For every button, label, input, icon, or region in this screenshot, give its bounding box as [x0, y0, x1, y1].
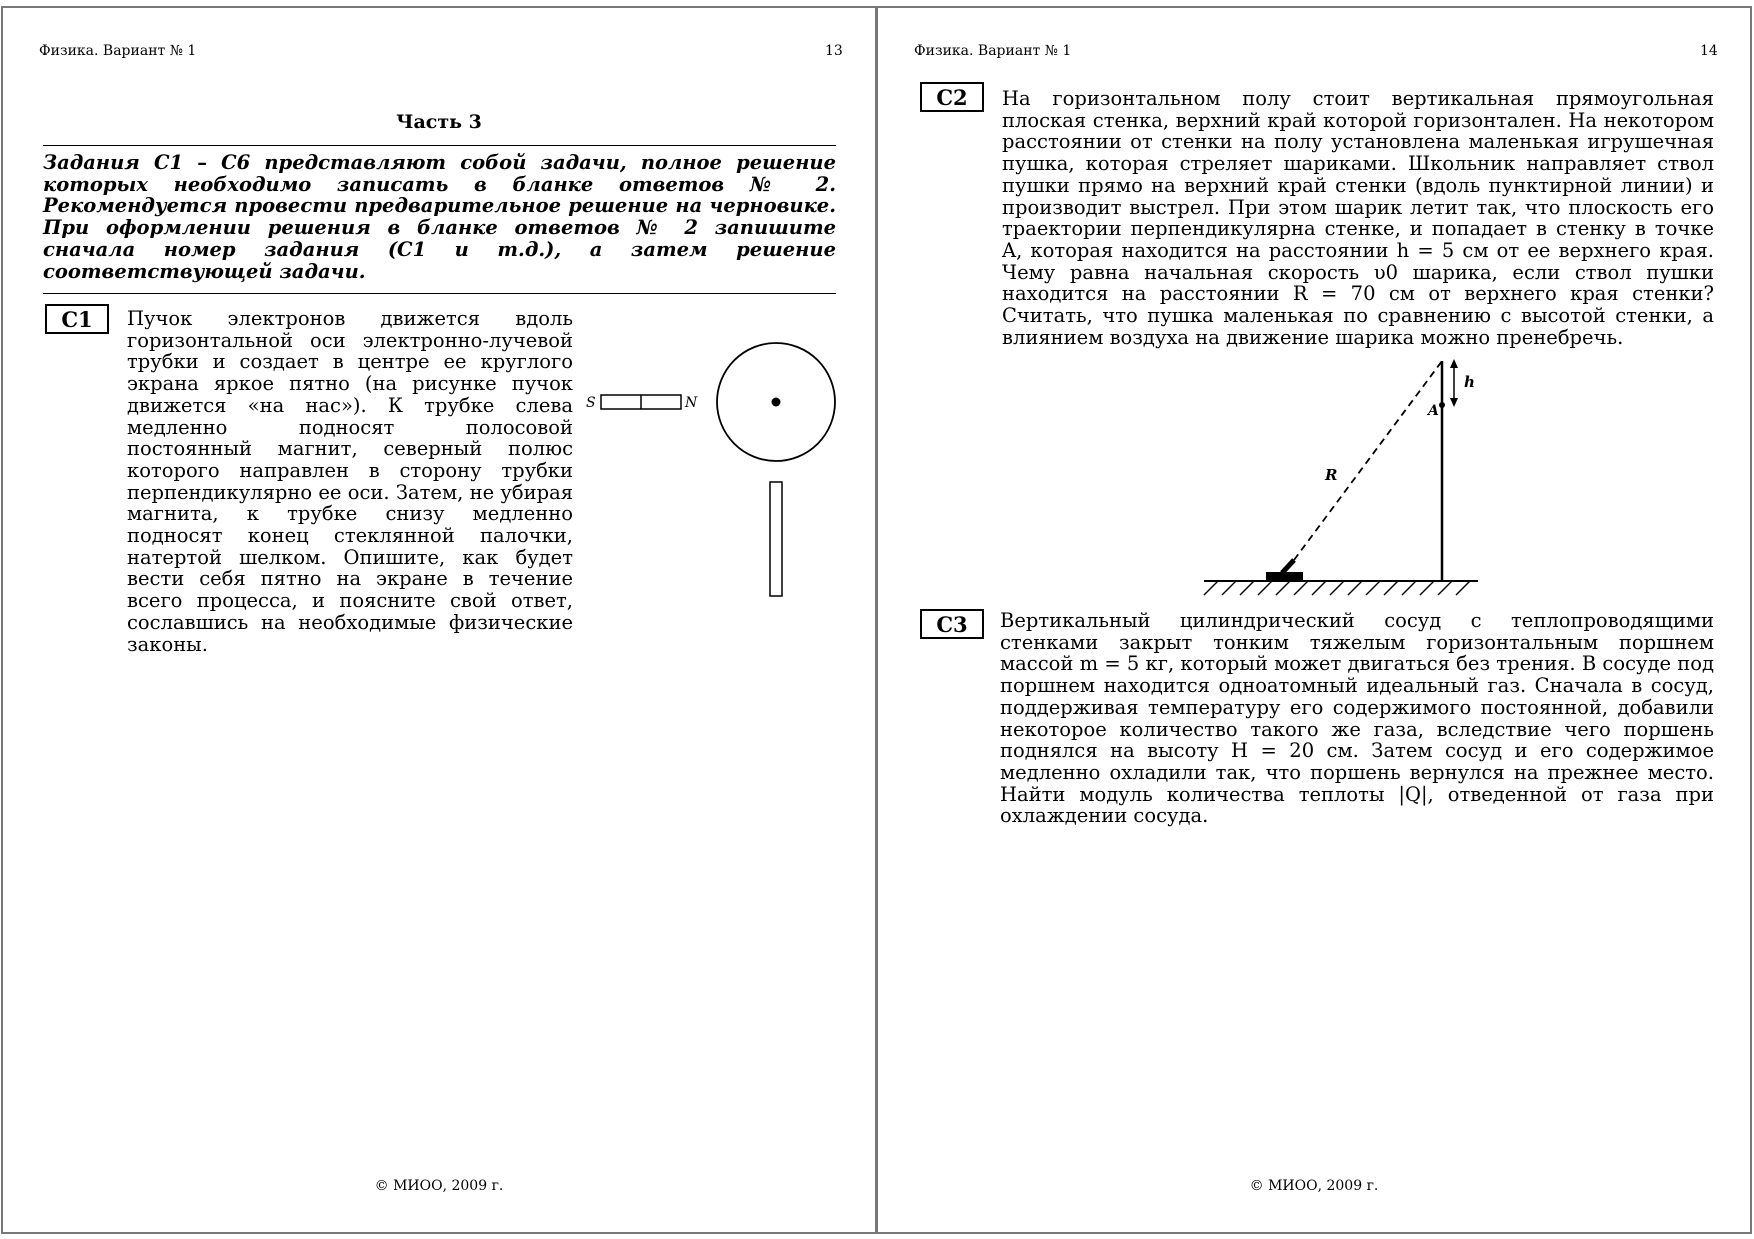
beam-spot	[772, 398, 781, 407]
footer: © МИОО, 2009 г.	[1249, 1178, 1379, 1194]
left-page	[1, 6, 877, 1234]
north-pole-label: N	[685, 395, 698, 411]
intro-bottom-rule	[43, 293, 836, 294]
south-pole-label: S	[586, 395, 596, 411]
h-arrow-bottom-head	[1450, 398, 1458, 407]
glass-rod	[770, 482, 782, 596]
part-title: Часть 3	[396, 111, 482, 133]
aim-line	[1294, 361, 1442, 560]
task-c3-label: С3	[920, 609, 984, 639]
label-r: R	[1325, 466, 1338, 484]
point-a	[1439, 402, 1445, 408]
h-arrow-top-head	[1450, 359, 1458, 368]
cannon-barrel	[1282, 560, 1294, 573]
task-c2-figure	[1198, 353, 1518, 603]
footer: © МИОО, 2009 г.	[374, 1178, 504, 1194]
header-title: Физика. Вариант № 1	[39, 43, 197, 59]
page-number: 13	[825, 43, 843, 59]
page-number: 14	[1700, 43, 1718, 59]
part-intro: Задания С1 – С6 представляют собой задачи, полное решение которых необходимо записать в бланке ответов № 2. Рекомендуется провести предварительное решение на черновике. При оформлении решения в бланке ответов № 2 запишите сначала номер задания (С1 и т.д.), а затем решение соответствующей задачи.	[43, 151, 836, 283]
task-c1-label: С1	[45, 304, 109, 334]
label-h: h	[1464, 373, 1475, 391]
label-a: A	[1428, 403, 1439, 419]
right-page	[876, 6, 1752, 1234]
task-c3-text: Вертикальный цилиндрический сосуд с теплопроводящими стенками закрыт тонким тяжелым горизонтальным поршнем массой m = 5 кг, который может двигаться без трения. В сосуде под поршнем находится одноатомный идеальный газ. Сначала в сосуд, поддерживая температуру его содержимого постоянной, добавили некоторое количество такого же газа, вследствие чего поршень поднялся на высоту H = 20 см. Затем сосуд и его содержимое медленно охладили так, что поршень вернулся на прежнее место. Найти модуль количества теплоты |Q|, отведенной от газа при охлаждении сосуда.	[1000, 609, 1714, 828]
header-title: Физика. Вариант № 1	[914, 43, 1072, 59]
task-c1-text: Пучок электронов движется вдоль горизонтальной оси электронно-лучевой трубки и создает в центре ее круглого экрана яркое пятно (на рисунке пучок движется «на нас»). К трубке слева медленно подносят полосовой постоянный магнит, северный полюс которого направлен в сторону трубки перпендикулярно ее оси. Затем, не убирая магнита, к трубке снизу медленно подносят конец стеклянной палочки, натертой шелком. Опишите, как будет вести себя пятно на экране в течение всего процесса, и поясните свой ответ, сославшись на необходимые физические законы.	[127, 307, 573, 656]
floor-hatching	[1204, 581, 1470, 595]
task-c1-figure	[583, 333, 843, 603]
task-c2-text: На горизонтальном полу стоит вертикальная прямоугольная плоская стенка, верхний край которой горизонтален. На некотором расстоянии от стенки на полу установлена маленькая игрушечная пушка, которая стреляет шариками. Школьник направляет ствол пушки прямо на верхний край стенки (вдоль пунктирной линии) и производит выстрел. При этом шарик летит так, что плоскость его траектории перпендикулярна стенке, и попадает в стенку в точке A, которая находится на расстоянии h = 5 см от ее верхнего края. Чему равна начальная скорость υ0 шарика, если ствол пушки находится на расстоянии R = 70 см от верхнего края стенки? Считать, что пушка маленькая по сравнению с высотой стенки, а влиянием воздуха на движение шарика можно пренебречь.	[1002, 87, 1714, 349]
intro-top-rule	[43, 145, 836, 146]
task-c2-label: С2	[920, 82, 984, 112]
